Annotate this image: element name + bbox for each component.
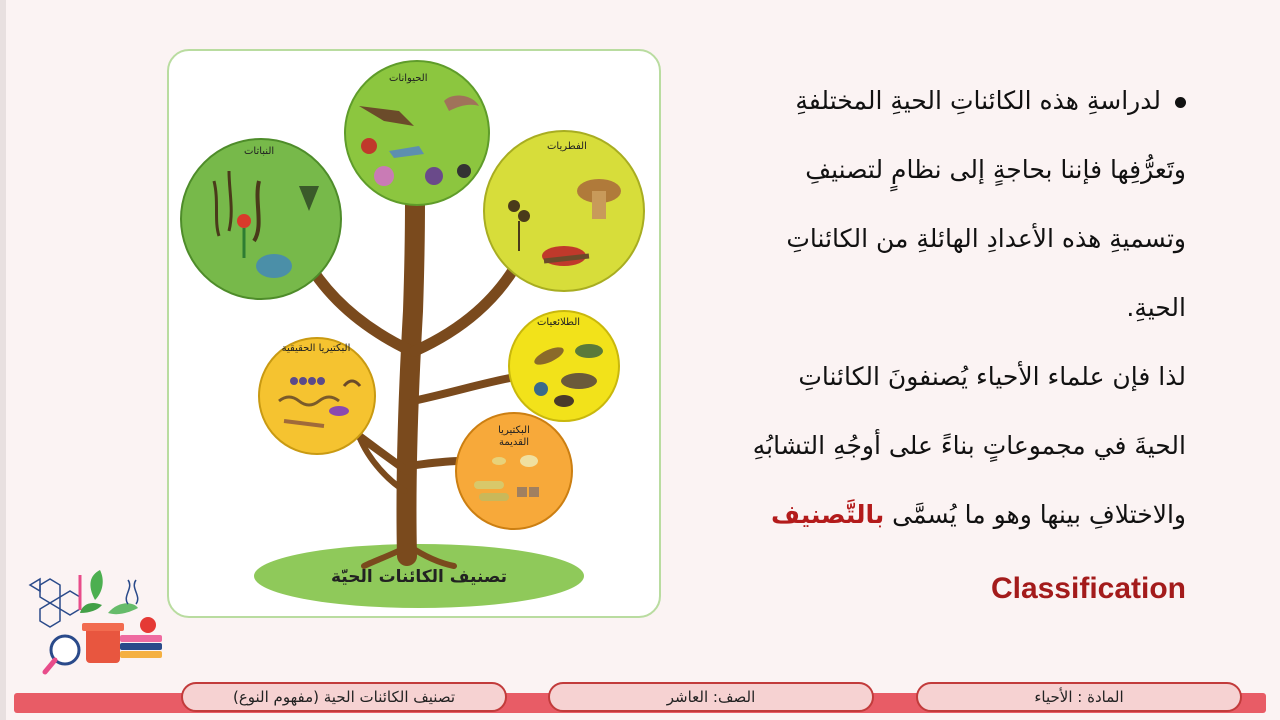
label-protists: الطلائعيات	[537, 317, 581, 328]
text-line-4: الحيةِ.	[1126, 293, 1186, 322]
classification-term-english: Classification	[990, 572, 1186, 605]
footer-lesson: تصنيف الكائنات الحية (مفهوم النوع)	[181, 682, 507, 712]
text-line-1-content: لدراسةِ هذه الكائناتِ الحيةِ المختلفةِ	[795, 86, 1161, 115]
science-decoration-icon	[20, 565, 170, 680]
label-plants: النباتات	[244, 146, 275, 157]
label-fungi: الفطريات	[547, 141, 587, 152]
footer-subject: المادة : الأحياء	[916, 682, 1242, 712]
footer-grade: الصف: العاشر	[548, 682, 874, 712]
label-archaebacteria: البكتيريا القديمة	[498, 425, 530, 448]
text-line-6: الحيةَ في مجموعاتٍ بناءً على أوجُهِ التشابُهِ	[752, 431, 1186, 460]
fungi-cluster	[484, 131, 644, 291]
text-line-1	[666, 66, 1186, 135]
tree-illustration	[169, 51, 659, 616]
text-line-5: لذا فإن علماء الأحياء يُصنفونَ الكائناتِ	[798, 362, 1186, 391]
classification-tree-figure	[167, 49, 661, 618]
label-animals: الحيوانات	[389, 73, 428, 84]
label-eubacteria: البكتيريا الحقيقية	[281, 343, 351, 354]
bullet-icon	[1175, 97, 1186, 108]
text-line-3: وتسميةِ هذه الأعدادِ الهائلةِ من الكائناتِ	[786, 224, 1186, 253]
figure-caption: تصنيف الكائنات الحيّة	[330, 567, 508, 587]
left-edge	[0, 0, 6, 720]
plants-cluster	[181, 139, 341, 299]
text-line-2: وتَعرُّفِها فإننا بحاجةٍ إلى نظامٍ لتصنيفِ	[805, 155, 1186, 184]
main-text	[666, 66, 1186, 549]
classification-term-arabic: بالتَّصنيف	[771, 500, 885, 529]
text-line-7	[666, 480, 1186, 549]
eubacteria-cluster	[259, 338, 375, 454]
text-line-7-plain: والاختلافِ بينها وهو ما يُسمَّى	[884, 500, 1186, 529]
